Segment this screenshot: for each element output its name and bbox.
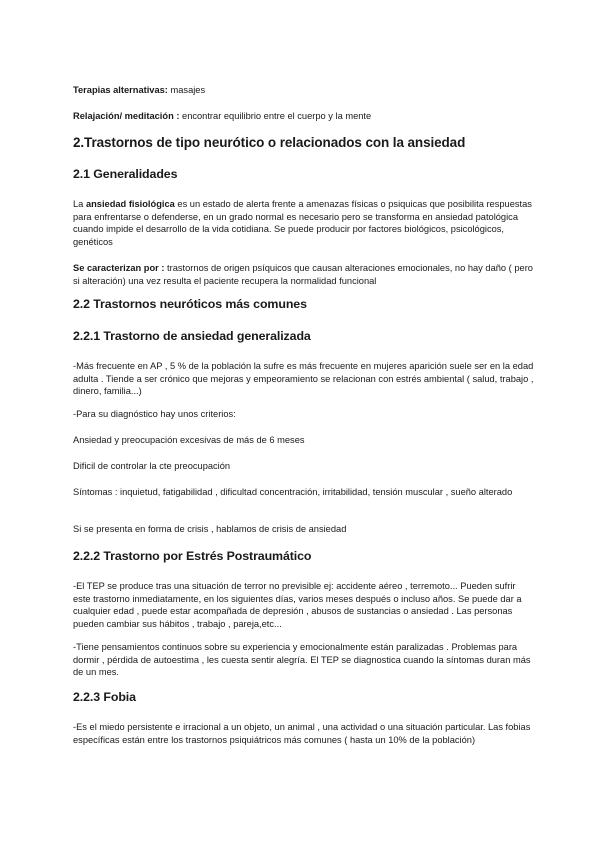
alt-therapies-text: masajes xyxy=(167,85,206,95)
generalidades-paragraph-2 xyxy=(73,262,535,287)
se-caracterizan-text: trastornos de origen psíquicos que causan alteraciones emocionales, no hay daño ( pero si alteración) una vez resulta el paciente recupera la normalidad funcional xyxy=(73,263,533,286)
generalidades-p1-prefix: La xyxy=(73,199,86,209)
tag-paragraph-6: Si se presenta en forma de crisis , hablamos de crisis de ansiedad xyxy=(73,524,347,534)
ansiedad-fisiologica-term: ansiedad fisiológica xyxy=(85,199,175,209)
fobia-paragraph-1: -Es el miedo persistente e irracional a un objeto, un animal , una actividad o una situación particular. Las fobias específicas están entre los trastornos psiquiátricos más comunes ( hasta un 10% de la población) xyxy=(73,722,531,745)
tag-paragraph-2: -Para su diagnóstico hay unos criterios: xyxy=(73,409,236,419)
tag-paragraph-4: Dificil de controlar la cte preocupación xyxy=(73,461,231,471)
relaxation-line xyxy=(73,110,535,123)
section-2-2-2-title: 2.2.2 Trastorno por Estrés Postraumático xyxy=(73,549,312,563)
relaxation-text: encontrar equilibrio entre el cuerpo y la mente xyxy=(179,111,372,121)
section-2-1-title: 2.1 Generalidades xyxy=(73,167,178,181)
alt-therapies-line xyxy=(73,84,535,97)
tag-paragraph-1: -Más frecuente en AP , 5 % de la población la sufre es más frecuente en mujeres aparición suele ser en la edad adulta . Tiende a ser crónico que mejoras y empeoramiento se relacionan con estrés ambiental ( salud, trabajo , dinero, familia...) xyxy=(73,361,534,397)
alt-therapies-label: Terapias alternativas: xyxy=(73,85,168,95)
tag-paragraph-3: Ansiedad y preocupación excesivas de más de 6 meses xyxy=(73,435,305,445)
section-2-2-3-title: 2.2.3 Fobia xyxy=(73,690,136,704)
tep-paragraph-1: -El TEP se produce tras una situación de terror no previsible ej: accidente aéreo , terremoto... Pueden sufrir este trastorno inmediatamente, en los siguientes días, varios meses después o incluso años. Se puede dar a cualquier edad , puede estar acompañada de depresión , abusos de sustancias o ansiedad . Las personas pueden cambiar sus hábitos , trabajo , pareja,etc... xyxy=(73,581,522,629)
relaxation-label: Relajación/ meditación : xyxy=(73,111,180,121)
generalidades-p1-text: es un estado de alerta frente a amenazas físicas o psiquicas que posibilita respuestas para enfrentarse o defenderse, en un grado normal es necesario pero se transforma en ansiedad patológica cuando impide el desarrollo de la vida cotidiana. Se puede producir por factores biológicos, psicológicos, genéticos xyxy=(73,199,532,247)
section-2-2-1-title: 2.2.1 Trastorno de ansiedad generalizada xyxy=(73,329,311,343)
se-caracterizan-label: Se caracterizan por : xyxy=(73,263,165,273)
generalidades-paragraph-1 xyxy=(73,198,535,248)
section-2-2-title: 2.2 Trastornos neuróticos más comunes xyxy=(73,297,307,311)
tag-paragraph-5: Síntomas : inquietud, fatigabilidad , dificultad concentración, irritabilidad, tensión muscular , sueño alterado xyxy=(73,487,513,497)
section-2-title: 2.Trastornos de tipo neurótico o relacionados con la ansiedad xyxy=(73,135,466,150)
tep-paragraph-2: -Tiene pensamientos continuos sobre su experiencia y emocionalmente están paralizadas . Problemas para dormir , pérdida de autoestima , les cuesta sentir alegría. El TEP se diagnostica cuando la síntomas duran más de un mes. xyxy=(73,642,531,678)
